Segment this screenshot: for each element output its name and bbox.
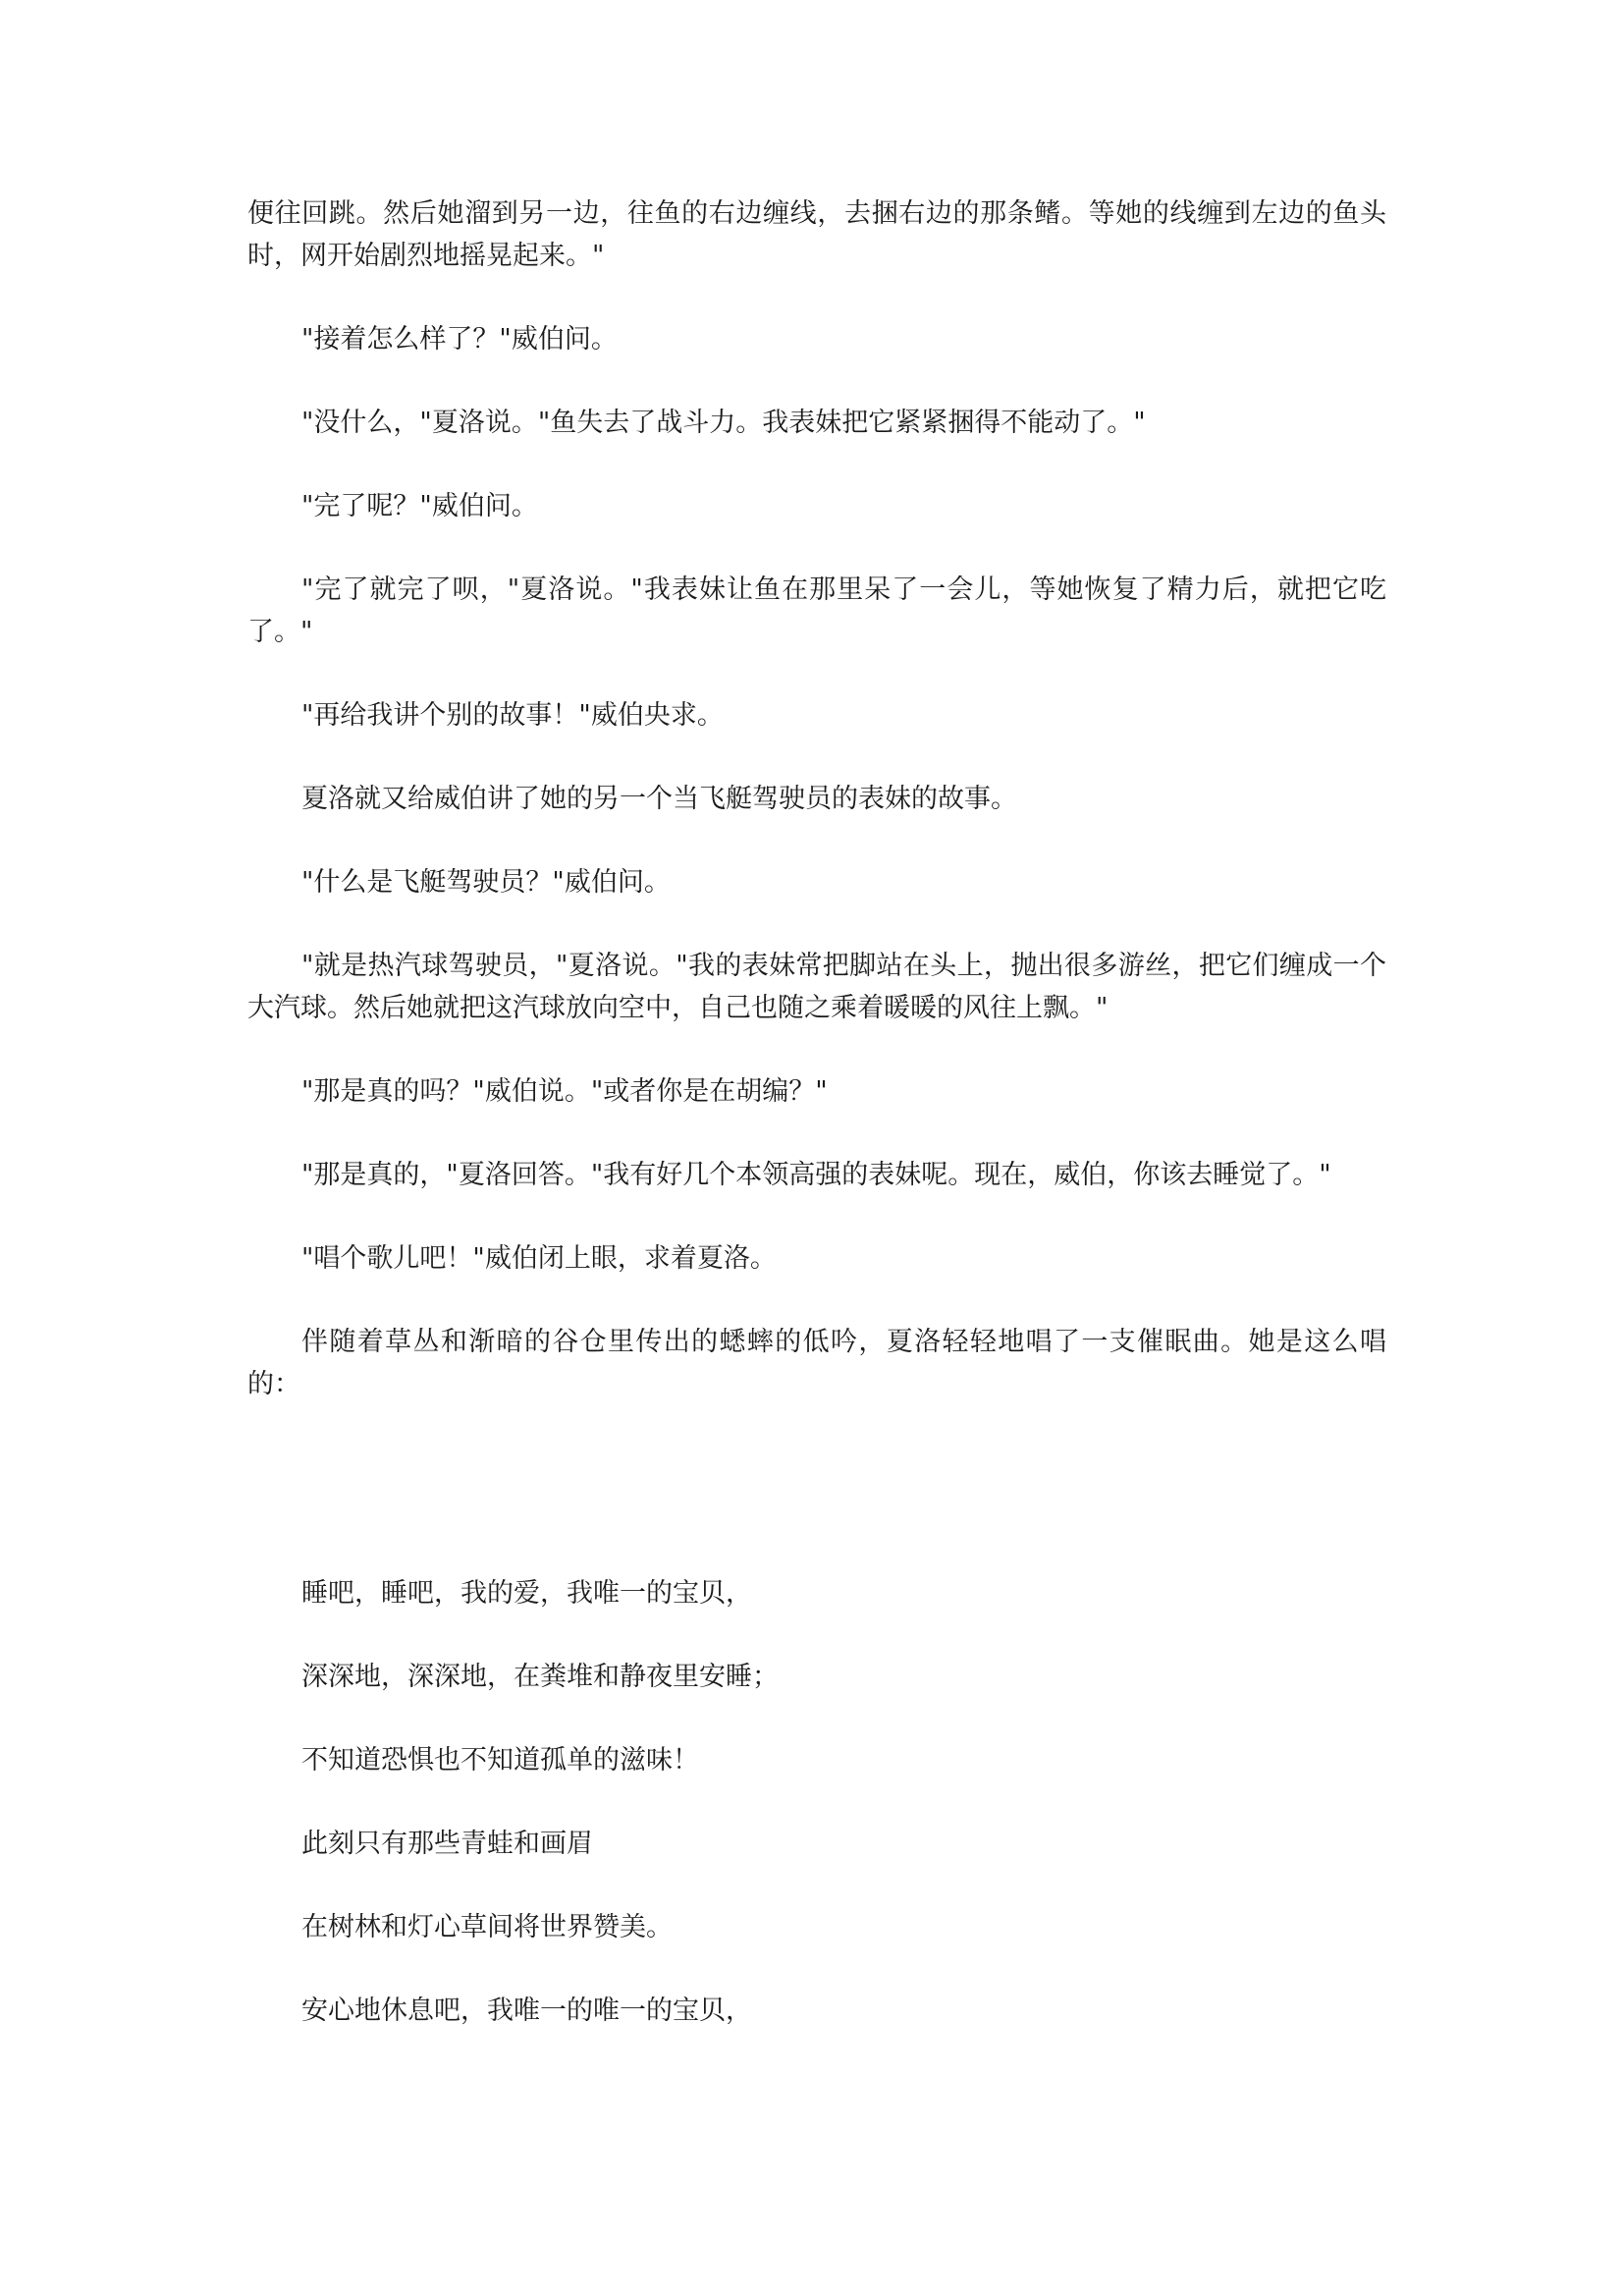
paragraph-6: "再给我讲个别的故事！"威伯央求。 — [301, 700, 724, 731]
paragraph-8: "什么是飞艇驾驶员？"威伯问。 — [301, 867, 671, 898]
verse-line: 睡吧，睡吧，我的爱，我唯一的宝贝， — [301, 1578, 752, 1609]
paragraph-13: 伴随着草丛和渐暗的谷仓里传出的蟋蟀的低吟，夏洛轻轻地唱了一支催眠曲。她是这么唱的： — [247, 1327, 1386, 1399]
verse-line: 深深地，深深地，在粪堆和静夜里安睡； — [301, 1662, 779, 1692]
verse-line: 此刻只有那些青蛙和画眉 — [301, 1829, 593, 1859]
paragraph-5: "完了就完了呗，"夏洛说。"我表妹让鱼在那里呆了一会儿，等她恢复了精力后，就把它吃了。" — [247, 574, 1386, 647]
lullaby-verse — [247, 1572, 1386, 2032]
paragraph-12: "唱个歌儿吧！"威伯闭上眼，求着夏洛。 — [301, 1243, 777, 1274]
paragraph-7: 夏洛就又给威伯讲了她的另一个当飞艇驾驶员的表妹的故事。 — [301, 784, 1017, 814]
document-page — [247, 192, 1386, 2073]
verse-line: 不知道恐惧也不知道孤单的滋味！ — [301, 1745, 699, 1776]
paragraph-10: "那是真的吗？"威伯说。"或者你是在胡编？" — [301, 1076, 828, 1107]
paragraph-2: "接着怎么样了？"威伯问。 — [301, 324, 618, 355]
paragraph-1: 便往回跳。然后她溜到另一边，往鱼的右边缠线，去捆右边的那条鳍。等她的线缠到左边的鱼头时，网开始剧烈地摇晃起来。" — [247, 198, 1386, 271]
paragraph-9: "就是热汽球驾驶员，"夏洛说。"我的表妹常把脚站在头上，抛出很多游丝，把它们缠成一个大汽球。然后她就把这汽球放向空中，自己也随之乘着暖暖的风往上飘。" — [247, 951, 1386, 1023]
paragraph-11: "那是真的，"夏洛回答。"我有好几个本领高强的表妹呢。现在，威伯，你该去睡觉了。" — [301, 1160, 1331, 1190]
paragraph-3: "没什么，"夏洛说。"鱼失去了战斗力。我表妹把它紧紧捆得不能动了。" — [301, 408, 1146, 438]
section-spacer — [247, 1447, 1386, 1572]
verse-line: 在树林和灯心草间将世界赞美。 — [301, 1912, 673, 1942]
paragraph-4: "完了呢？"威伯问。 — [301, 491, 538, 521]
verse-line: 安心地休息吧，我唯一的唯一的宝贝， — [301, 1995, 752, 2026]
